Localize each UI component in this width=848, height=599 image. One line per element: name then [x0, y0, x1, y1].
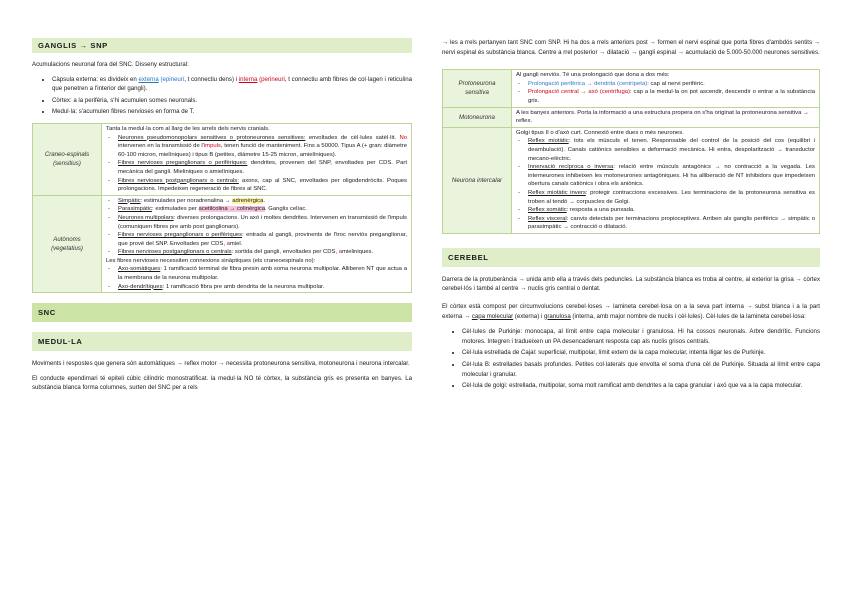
section-heading-snc: SNC: [32, 303, 412, 322]
synapse-intro: Les fibres nervioses necessiten connexions sinàptiques (els craneoespinals no):: [106, 257, 316, 264]
cranio-intro: Tanta la medul·la com al llarg de les arrels dels nervis cranials.: [106, 125, 270, 132]
cerebel-paragraph-1: Darrera de la protuberància → unida amb ella a través dels peduncles. La substància blanca es troba al centre, al exterior la grisa → còrtex cerebel·lós i també al centre → nuclis gris central o dentat.: [442, 275, 820, 293]
row-label-autonoms: Autònoms (vegetatius): [33, 195, 102, 293]
cranio-content: [102, 123, 412, 195]
list-item: - Axo-dendrítiques: 1 ramificació fibra pre amb dendrita de la neurona multipolar.: [106, 283, 407, 292]
section-heading-medula: MEDUL·LA: [32, 332, 412, 351]
list-item: • Còrtex: a la perifèria, s'hi acumulen somes neuronals.: [52, 96, 412, 106]
row-label-cranio: Craneo-espinals (sensitius): [33, 123, 102, 195]
list-item: • Càpsula externa: es divideix en externa (epineuri, t connectiu dens) i interna (perineuri, t connectiu amb fibres de col·lagen i reticulina que penetren a l'interior del gangli).: [52, 75, 412, 94]
list-item: • Cèl·lules de Purkinje: monocapa, al límit entre capa molecular i granulosa. Hi ha cossos neuronals. Arbre dendrític. Funcions motores. Integren i tradueixen un PA desencadenant resposta cap als nuclis grisos centrals.: [462, 327, 820, 346]
cerebel-paragraph-2: El còrtex està compost per circumvolucions cerebel·loses → lamineta cerebel·losa on a la seva part interna → subst blanca i a la part externa → capa molecular (externa) i granulosa (interna, amb major nombre de nuclis i cèl·lules). Cèl·lules de la lamineta cerebel·losa:: [442, 303, 820, 320]
ganglis-structure-list: [32, 75, 412, 117]
autonoms-content: [102, 195, 412, 293]
intercalar-content: [512, 127, 820, 233]
list-item: - Prolongació central → axó (centrífuga): cap a la medul·la on pot ascendir, descendir o entrar a la substància gris.: [516, 88, 815, 105]
list-item: - Fibres nervioses preganglionars o perifèriques: entrada al gangli, provinents de l'troc nerviós preganglionar, que prové del SNP. Envoltades per CDS, amiel.: [106, 231, 407, 248]
list-item: - Neurones pseudomonopolars sensitives o protoneurones sensitives: envoltades de cèl·lules satèl·lit. No intervenen en la transmissió de l'impuls, tenen funció de manteniment. Fins a 50000. Tipus A (+ gran: diàmetre 60-100 micron, mielíniques) i tipus B (petites, diàmetre 15-25 micron, amielíniques).: [106, 134, 407, 160]
motoneurona-content: A les banyes anteriors. Porta la informació a una estructura propera on s'ha originat la protoneurona sensitiva → reflex.: [512, 107, 820, 127]
table-row: [443, 70, 820, 107]
list-item: - Innervació recíproca o inversa: relació entre músculs antagònics → no contracció a la vegada. Les interneurones inhibeixen les motoneurones antagòniques. Hi ha alliberació de NT inhibidors que impedeixen obertura canals catiònics i obra els aniònics.: [516, 163, 815, 189]
row-label-protoneurona: Protoneurona sensitiva: [443, 70, 512, 107]
list-item: - Fibres nervioses postganglionars o centrals: axons, cap al SNC, envoltades per oligodendròcits. Poques prolongacions. Impedeixen regeneració de fibres al SNC.: [106, 177, 407, 194]
list-item: • Cèl·lula de golgi: estrellada, multipolar, soma molt ramificat amb dendrites a la capa granular i axó que va a la capa molecular.: [462, 381, 820, 391]
list-item: - Reflex miotàtic invers: protegir contraccions excessives. Les terminacions de la protoneurona sensitiva es troben al tendó → corpuscles de Golgi.: [516, 189, 815, 206]
list-item: - Reflex somàtic: resposta a una punxada.: [516, 206, 815, 215]
medula-paragraph-2: El conducte ependimari té epiteli cúbic cilíndric monostratificat. la medul·la NO té còrtex, la substància gris es presenta en banyes. La substància blanca forma columnes, surten del SNC per a rels: [32, 374, 412, 392]
row-label-intercalar: Neurona intercalar: [443, 127, 512, 233]
ganglis-intro: Acumulacions neuronal fora del SNC. Disseny estructural:: [32, 61, 189, 68]
protoneurona-intro: Al gangli nerviós. Té una prolongació que dona a dos més:: [516, 72, 670, 79]
roots-paragraph: → les a rrels pertanyen tant SNC com SNP. Hi ha dos a rrels anteriors post → formen el nervi espinal que porta fibres d'ambdós sentits → nervi espinal és substància blanca. Centre a rrel posterior → dilatació → gangli espinal → acumulació de 5.000-50.000 neurones sensitives.: [442, 39, 820, 56]
table-row: [33, 195, 412, 293]
cerebel-cells-list: [442, 327, 820, 391]
ganglis-table: [32, 123, 412, 293]
row-label-motoneurona: Motoneurona: [443, 107, 512, 127]
intercalar-intro: Golgi tipus II o d'axó curt. Connexió entre dues o més neurones.: [516, 129, 684, 136]
list-item: - Axo-somàtiques: 1 ramificació terminal de fibra presin amb soma neurona multipolar. Alliberen NT que actua a la membrana de la neurona multipolar.: [106, 265, 407, 282]
medula-paragraph-1: Moviments i respostes que genera són automàtiques → reflex motor → necessita protoneurona sensitiva, motoneurona i neurona intercalar.: [32, 360, 410, 368]
list-item: - Simpàtic: estimulades per noradrenalina → adrenèrgica.: [106, 197, 407, 206]
neurons-table: [442, 69, 820, 234]
list-item: - Neurones multipolars: diverses prolongacions. Un axó i moltes dendrites. Intervenen en transmissió de l'impuls (comuniquen fibres pre amb post ganglionars).: [106, 214, 407, 231]
list-item: • Cèl·lula B: estrellades basals profundes. Petites col·laterals que envolta el soma d'una cèl de Purkinje. Situada al límit entre capa molecular i granular.: [462, 360, 820, 379]
table-row: [443, 107, 820, 127]
list-item: - Reflex miotàtic: tots els músculs el tenen. Responsable del control de la posició del cos (equilibri i deambulació). Canals catiònics sensibles a deformació mecànica. Hi entra, despolarització → transductor mecano-elèctric.: [516, 137, 815, 163]
right-column: [442, 38, 820, 397]
list-item: - Fibres nervioses preganglionars o perifèriques: dendrites, provenen del SNP, envoltades per CDS. Part mecànica del gangli. Mieliniques o amielíniques.: [106, 159, 407, 176]
protoneurona-content: [512, 70, 820, 107]
list-item: - Fibres nervioses postganglionars o centrals: sortida del gangli, envoltades per CDS, amieliniques.: [106, 248, 407, 257]
table-row: [443, 127, 820, 233]
list-item: - Prolongació perifèrica → dendrita (centrípeta): cap al nervi perifèric.: [516, 80, 815, 89]
section-heading-cerebel: CEREBEL: [442, 248, 820, 267]
left-column: [32, 38, 412, 398]
list-item: - Reflex visceral: canvis detectats per terminacions propioceptives. Arriben als ganglis perifèrics → simpàtic o parasimpàtic → contracció o dilatació.: [516, 215, 815, 232]
list-item: - Parasimpàtic: estimulades per acetilcolina → colinèrgica. Ganglis celíac.: [106, 205, 407, 214]
table-row: [33, 123, 412, 195]
section-heading-ganglis: GANGLIS → SNP: [32, 38, 412, 53]
list-item: • Medul·la: s'acumulen fibres nervioses en forma de T.: [52, 107, 412, 117]
list-item: • Cèl·lula estrellada de Cajal: superficial, multipolar, límit extern de la capa molecular, intenta lligar les de Purkinje.: [462, 348, 820, 358]
